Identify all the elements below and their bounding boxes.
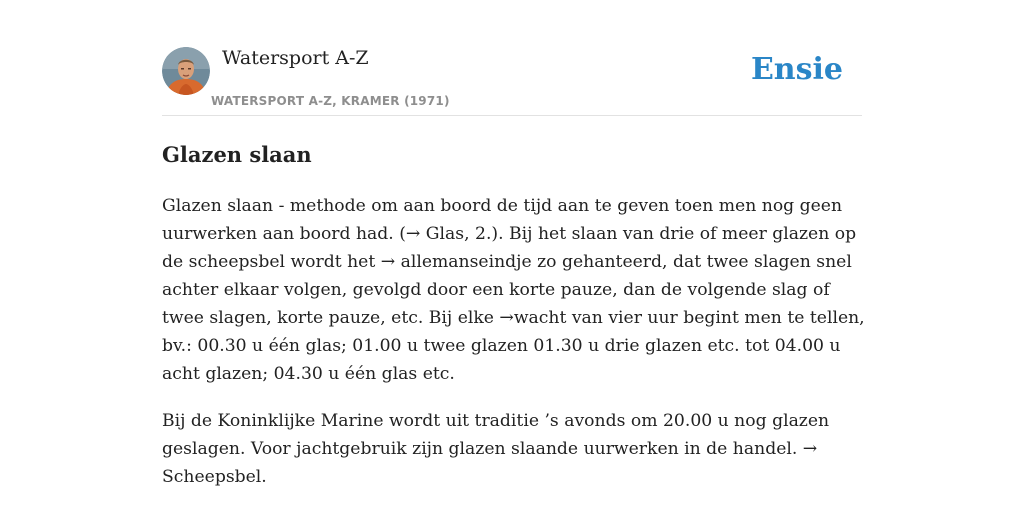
source-name[interactable]: Watersport A-Z — [222, 47, 369, 69]
brand-logo[interactable]: Ensie — [750, 52, 843, 87]
entry-paragraph: Bij de Koninklijke Marine wordt uit traditie ’s avonds om 20.00 u nog glazen geslagen. Voor jachtgebruik zijn glazen slaande uurwerken in de handel. → Scheepsbel. — [162, 411, 830, 487]
entry-paragraph: Glazen slaan - methode om aan boord de tijd aan te geven toen men nog geen uurwerken aan boord had. (→ Glas, 2.). Bij het slaan van drie of meer glazen op de scheepsbel wordt het → allemanseindje zo gehanteerd, dat twee slagen snel achter elkaar volgen, gevolgd door een korte pauze, dan de volgende slag of twee slagen, korte pauze, etc. Bij elke →wacht van vier uur begint men te tellen, bv.: 00.30 u één glas; 01.00 u twee glazen 01.30 u drie glazen etc. tot 04.00 u acht glazen; 04.30 u één glas etc. — [162, 196, 865, 384]
source-subtitle: WATERSPORT A-Z, KRAMER (1971) — [211, 94, 450, 108]
entry-body — [162, 192, 866, 491]
divider — [162, 115, 862, 116]
author-avatar[interactable] — [162, 47, 210, 95]
entry-header — [162, 46, 862, 116]
entry-title: Glazen slaan — [162, 142, 312, 167]
